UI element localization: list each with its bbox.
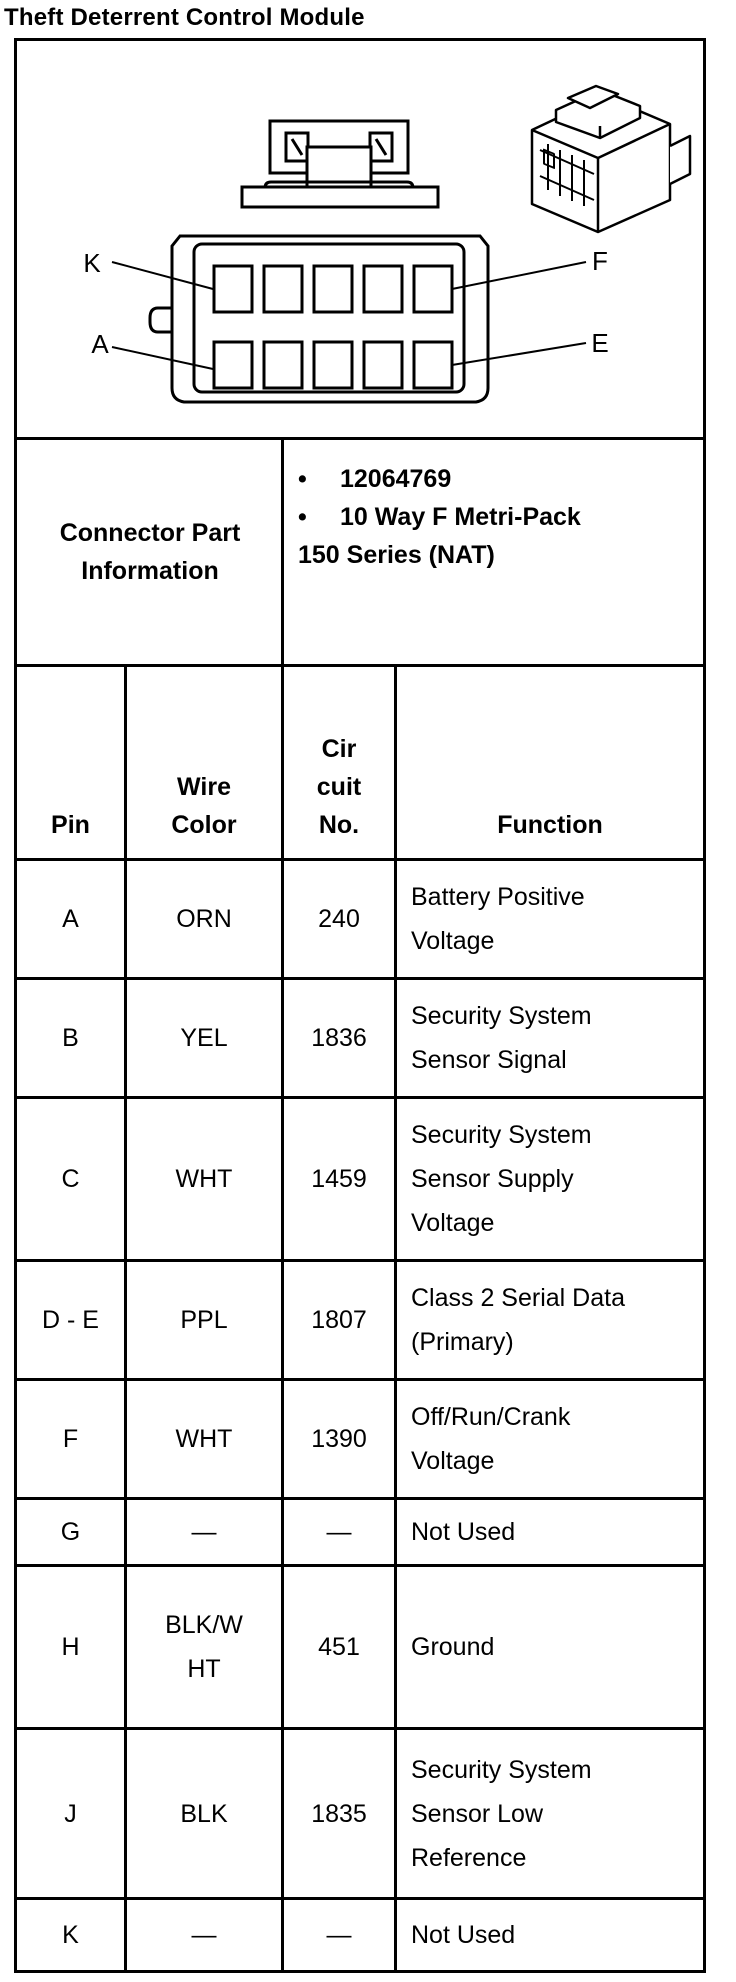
connector-isometric-view — [532, 86, 690, 232]
bullet: • — [298, 465, 307, 493]
table-cell-function: Security System Sensor Supply Voltage — [411, 1121, 592, 1237]
table-cell-function: Off/Run/Crank Voltage — [411, 1403, 571, 1475]
table-cell-pin: C — [61, 1165, 80, 1193]
table-cell-wire: ORN — [176, 905, 232, 933]
table-cell-circuit: 1390 — [311, 1425, 367, 1453]
table-cell-circuit: 1836 — [311, 1024, 367, 1052]
rule-col-circuit — [394, 664, 397, 1973]
table-cell-circuit: 1835 — [311, 1799, 367, 1828]
table-cell-wire: — — [191, 1518, 217, 1546]
label-e: E — [591, 328, 609, 358]
table-cell-pin: G — [60, 1518, 81, 1546]
header-pin: Pin — [51, 811, 90, 839]
table-cell-pin: K — [62, 1921, 79, 1949]
table-cell-wire: PPL — [180, 1306, 228, 1334]
table-cell-function: Security System Sensor Low Reference — [411, 1755, 592, 1872]
header-circuit-number: Cir cuit No. — [316, 735, 362, 839]
table-cell-wire: — — [191, 1921, 217, 1949]
table-cell-function: Not Used — [411, 1921, 516, 1949]
table-cell-pin: H — [61, 1633, 80, 1661]
table-cell-circuit: — — [326, 1518, 352, 1546]
table-cell-circuit: 1459 — [311, 1165, 367, 1193]
table-cell-circuit: 1807 — [311, 1306, 367, 1334]
label-f: F — [592, 246, 608, 276]
label-a: A — [91, 329, 109, 359]
table-cell-pin: J — [64, 1799, 77, 1828]
table-cell-wire: BLK — [180, 1799, 228, 1828]
table-cell-wire: WHT — [175, 1165, 233, 1193]
part-number: 12064769 — [340, 465, 452, 493]
document-title: Theft Deterrent Control Module — [4, 4, 365, 31]
table-cell-pin: F — [62, 1425, 79, 1453]
table-cell-circuit: 451 — [318, 1633, 360, 1661]
connector-part-details — [298, 460, 698, 574]
table-cell-function: Security System Sensor Signal — [411, 1002, 592, 1074]
label-k: K — [83, 248, 101, 278]
table-cell-pin: B — [62, 1024, 79, 1052]
bullet: • — [298, 503, 307, 531]
header-wire-color: Wire Color — [171, 773, 237, 839]
table-cell-wire: WHT — [175, 1425, 233, 1453]
table-cell-function: Ground — [411, 1633, 495, 1661]
table-cell-wire: BLK/W HT — [165, 1611, 243, 1683]
connector-label-line2: Information — [81, 557, 219, 585]
connector-label-line1: Connector Part — [59, 519, 241, 547]
connector-part-information-label — [14, 440, 286, 664]
table-cell-circuit: — — [326, 1921, 352, 1949]
table-cell-pin: A — [62, 905, 79, 933]
table-cell-function: Not Used — [411, 1518, 516, 1546]
header-function: Function — [497, 811, 603, 839]
table-cell-function: Battery Positive Voltage — [411, 883, 585, 955]
table-cell-pin: D - E — [42, 1306, 99, 1334]
table-cell-function: Class 2 Serial Data (Primary) — [411, 1284, 625, 1356]
connector-description-line2: 150 Series (NAT) — [298, 541, 495, 569]
table-cell-circuit: 240 — [318, 905, 360, 933]
connector-diagram — [17, 41, 703, 441]
table-cell-wire: YEL — [180, 1024, 228, 1052]
connector-description-line1: 10 Way F Metri-Pack — [340, 503, 581, 531]
